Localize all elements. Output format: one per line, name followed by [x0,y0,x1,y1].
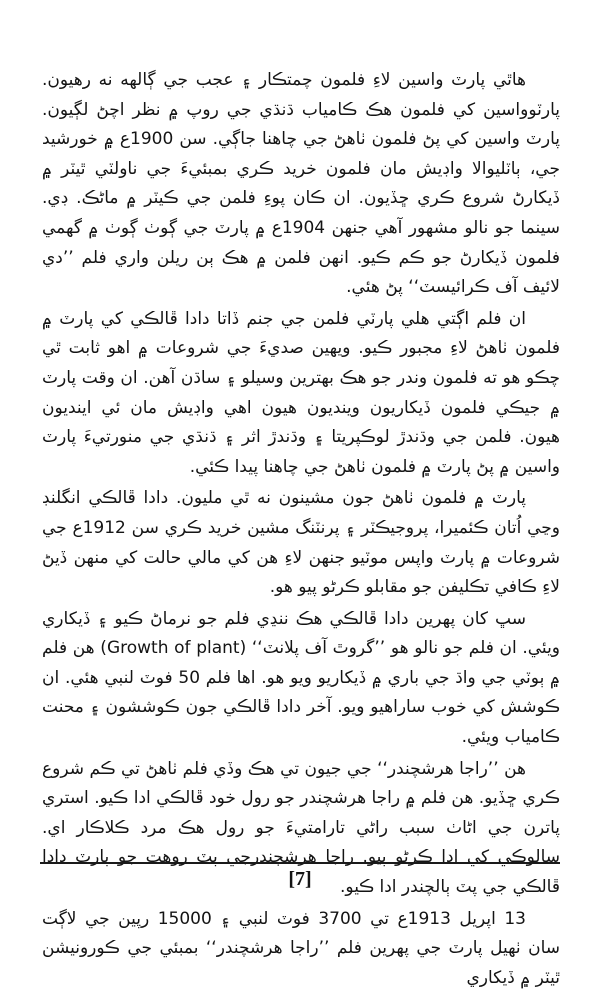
footer-divider [40,862,560,864]
body-text [42,66,560,993]
paragraph-1: هاٿي پارٽ واسين لاءِ فلمون چمتڪار ۽ عجب جي ڳالهه نه رهيون. پارٽوواسين کي فلمون هڪ ڪامياب ڌنڌي جي روپ ۾ نظر اچڻ لڳيون. پارٽ واسين کي پڻ فلمون ٺاهڻ جي چاهنا جاڳي. سن 1900ع ۾ خورشيد جي، ٻاٽليوالا واڊيش مان فلمون خريد ڪري بمبئيءَ جي ناولٽي ٿيٽر ۾ ڏيکارڻ شروع ڪري ڇڏيون. ان ڪان پوءِ فلمن جي ڪيٽر ۾ ماڻڪ. ڊي. سينما جو نالو مشهور آهي جنهن 1904ع ۾ پارٽ جي ڳوٺ ڳوٺ ۾ گهمي فلمون ڏيکارڻ جو ڪم ڪيو. انهن فلمن ۾ هڪ ٻن ريلن واري فلم ’’دي لائيف آف ڪرائيسٽ‘‘ پڻ هئي. [42,70,560,298]
paragraph-2: ان فلم اڳتي هلي پارٽي فلمن جي جنم ڏاتا دادا ڦالڪي کي پارٽ ۾ فلمون ٺاهڻ لاءِ مجبور ڪيو. ويهين صديءَ جي شروعات ۾ اهو ثابت ٿي چڪو هو ته فلمون وندر جو هڪ بهترين وسيلو ۽ ساڌن آهن. ان وقت پارٽ ۾ جيڪي فلمون ڏيکاريون وينديون هيون اهي واڊيش مان ئي اينديون هيون. فلمن جي وڌندڙ لوڪپريتا ۽ وڌندڙ اثر ۽ ڌنڌي جي منورتيءَ پارٽ واسين ۾ پڻ پارٽ ۾ فلمون ٺاهڻ جي چاهنا پيدا ڪئي. [42,308,560,477]
paragraph-6: 13 اپريل 1913ع تي 3700 فوٽ لنبي ۽ 15000 رپين جي لاڳت سان ٺهيل پارٽ جي پهرين فلم ’’راجا هرشچندر‘‘ بمبئي جي ڪورونيشن ٿيٽر ۾ ڏيکاري [42,908,560,988]
page-number: [7] [288,868,312,890]
paragraph-3: پارٽ ۾ فلمون ٺاهڻ جون مشينون نه ٿي مليون. دادا ڦالڪي انگلنڊ وڃي اُتان ڪئميرا، پروجيڪٽر ۽ پرنٽنگ مشين خريد ڪري سن 1912ع جي شروعات ۾ پارٽ واپس موٽيو جنهن لاءِ هن کي مالي حالت کي منهن ڏيڻ لاءِ ڪافي تڪليفن جو مقابلو ڪرڻو پيو هو. [42,488,560,598]
paragraph-5: هن ’’راجا هرشچندر‘‘ جي جيون تي هڪ وڏي فلم ٺاهڻ تي ڪم شروع ڪري ڇڏيو. هن فلم ۾ راجا هرشچندر جو رول خود ڦالڪي ادا ڪيو. استري پاترن جي اڻاٺ سبب راڻي تارامتيءَ جو رول هڪ مرد ڪلاڪار اي. سالوڪي کي ادا ڪرڻو پيو. راجا هرشچندرجي پٽ روهت جو پارٽ دادا ڦالڪي جي پٽ ٻالچندر ادا ڪيو. [42,758,560,898]
paragraph-4: سڀ کان پهرين دادا ڦالڪي هڪ ننڍي فلم جو نرماڻ ڪيو ۽ ڏيکاري ويئي. ان فلم جو نالو هو ’’گروٿ آف پلانٽ‘‘ (Growth of plant) هن فلم ۾ ٻوٽي جي واڌ جي باري ۾ ڏيکاريو ويو هو. اها فلم 50 فوٽ لنبي هئي. ان ڪوشش کي خوب ساراهيو ويو. آخر دادا ڦالڪي جون ڪوششون ۽ محنت ڪامياب ويئي. [42,608,561,748]
